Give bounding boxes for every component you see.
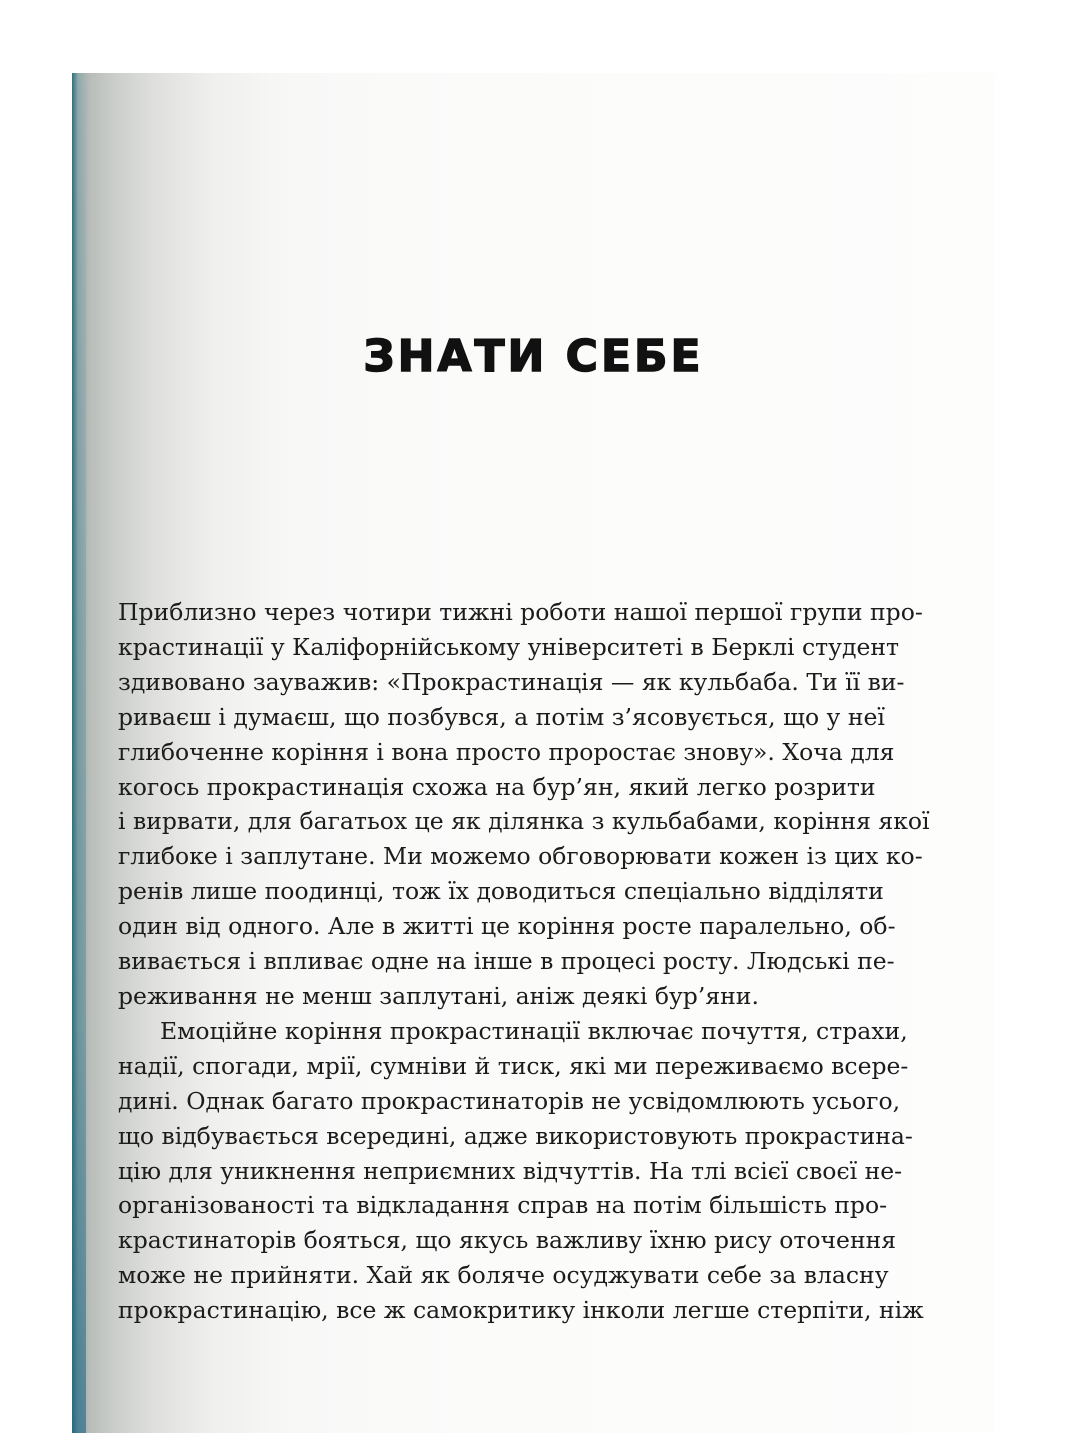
text-line: крастинаторів бояться, що якусь важливу їхню рису оточення [118,1226,897,1255]
show-through-text [192,173,972,643]
text-line: глибоченне коріння і вона просто проростає знову». Хоча для [118,737,895,766]
book-page [72,73,995,1433]
text-line: глибоке і заплутане. Ми можемо обговорювати кожен із цих ко- [118,842,923,871]
text-line: що відбувається всередині, адже використовують прокрастина- [118,1121,913,1150]
text-line: надії, спогади, мрії, сумніви й тиск, які ми переживаємо всере- [118,1051,909,1080]
text-line: риваєш і думаєш, що позбувся, а потім з’ясовується, що у неї [118,702,885,731]
text-line: реживання не менш заплутані, аніж деякі бур’яни. [118,981,759,1010]
text-line: ренів лише поодинці, тож їх доводиться спеціально відділяти [118,877,884,906]
chapter-title: ЗНАТИ СЕБЕ [363,331,704,382]
text-line: когось прокрастинація схожа на бур’ян, який легко розрити [118,772,876,801]
text-line: здивовано зауважив: «Прокрастинація — як кульбаба. Ти її ви- [118,667,905,696]
text-line: Емоційне коріння прокрастинації включає почуття, страхи, [160,1016,908,1045]
text-line: і вирвати, для багатьох це як ділянка з кульбабами, коріння якої [118,807,930,836]
paragraph-2 [118,1014,924,1328]
body-text [118,595,930,1328]
text-line: один від одного. Але в житті це коріння росте паралельно, об- [118,912,896,941]
text-line: крастинації у Каліфорнійському університеті в Берклі студент [118,632,900,661]
text-line: може не прийняти. Хай як боляче осуджувати себе за власну [118,1261,889,1290]
text-line: цію для уникнення неприємних відчуттів. На тлі всієї своєї не- [118,1156,903,1185]
text-line: вивається і впливає одне на інше в процесі росту. Людські пе- [118,947,895,976]
text-line: Приблизно через чотири тижні роботи нашої першої групи про- [118,598,923,626]
text-line: організованості та відкладання справ на потім більшість про- [118,1191,888,1220]
paragraph-1 [118,595,930,1014]
text-line: прокрастинацію, все ж самокритику інколи легше стерпіти, ніж [118,1296,924,1325]
text-line: дині. Однак багато прокрастинаторів не усвідомлюють усього, [118,1086,901,1115]
